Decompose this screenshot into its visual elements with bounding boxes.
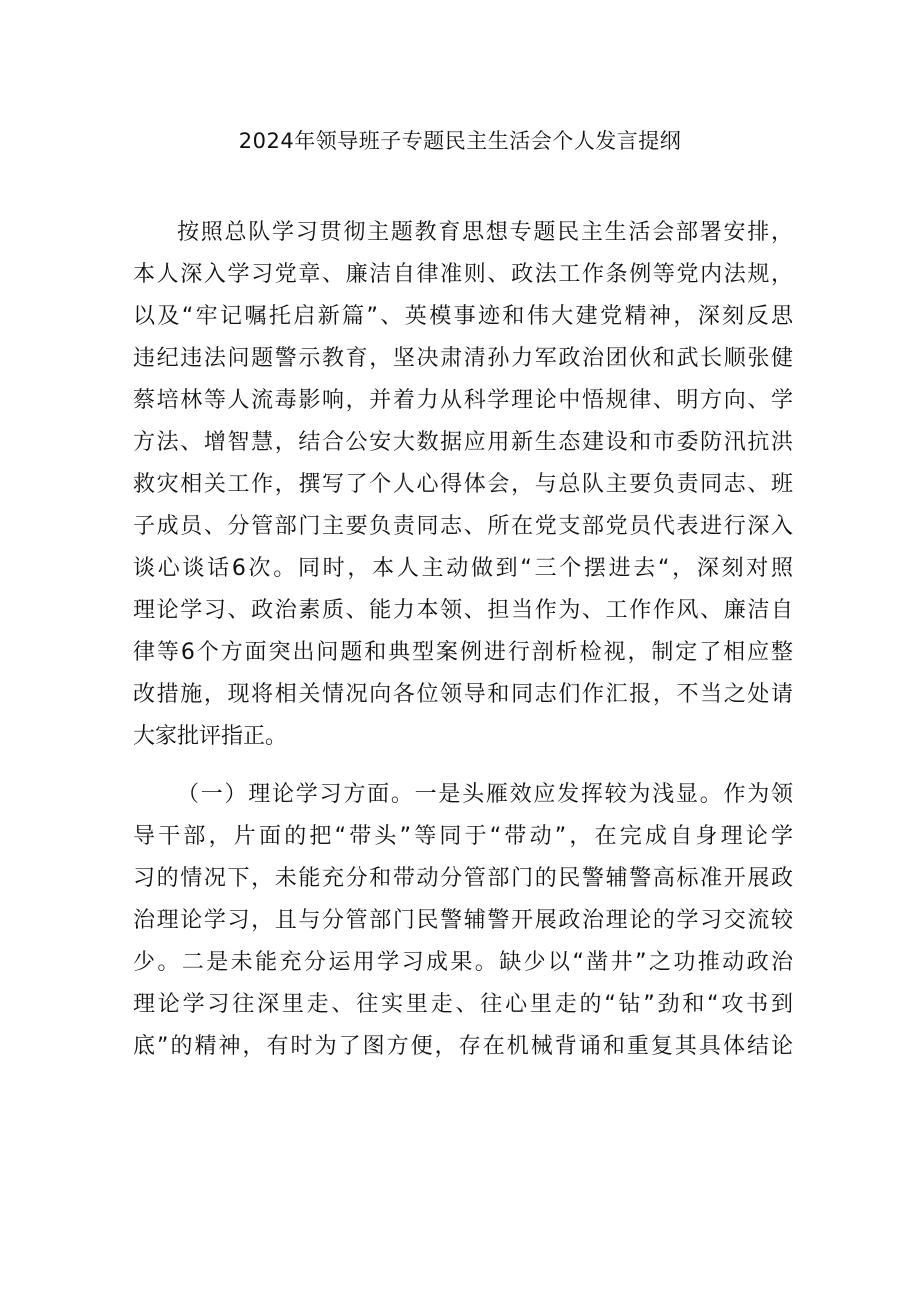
text-line: 少。二是未能充分运用学习成果。缺少以“凿井”之功推动政治 (133, 950, 793, 975)
document-body (133, 212, 793, 1068)
text-line: 本人深入学习党章、廉洁自律准则、政法工作条例等党内法规， (133, 262, 793, 287)
text-line: （一）理论学习方面。一是头雁效应发挥较为浅显。作为领 (177, 782, 793, 807)
paragraph-intro (133, 212, 793, 758)
paragraph-spacer (133, 758, 793, 774)
text-line: 按照总队学习贯彻主题教育思想专题民主生活会部署安排， (177, 220, 793, 245)
text-line: 违纪违法问题警示教育，坚决肃清孙力军政治团伙和武长顺张健 (133, 346, 793, 371)
text-line: 救灾相关工作，撰写了个人心得体会，与总队主要负责同志、班 (133, 472, 793, 497)
document-title: 2024年领导班子专题民主生活会个人发言提纲 (238, 129, 682, 153)
text-line: 谈心谈话6次。同时，本人主动做到“三个摆进去“，深刻对照 (133, 556, 793, 581)
text-line: 改措施，现将相关情况向各位领导和同志们作汇报，不当之处请 (133, 682, 793, 707)
text-line: 律等6个方面突出问题和典型案例进行剖析检视，制定了相应整 (133, 640, 793, 665)
text-line: 导干部，片面的把“带头”等同于“带动”，在完成自身理论学 (133, 824, 793, 849)
text-line: 蔡培林等人流毒影响，并着力从科学理论中悟规律、明方向、学 (133, 388, 793, 413)
text-line: 以及“牢记嘱托启新篇”、英模事迹和伟大建党精神，深刻反思 (133, 304, 793, 329)
text-line: 大家批评指正。 (133, 724, 288, 749)
text-line: 治理论学习，且与分管部门民警辅警开展政治理论的学习交流较 (133, 908, 793, 933)
text-line: 理论学习往深里走、往实里走、往心里走的“钻”劲和“攻书到 (133, 992, 793, 1017)
text-line: 方法、增智慧，结合公安大数据应用新生态建设和市委防汛抗洪 (133, 430, 793, 455)
text-line: 习的情况下，未能充分和带动分管部门的民警辅警高标准开展政 (133, 866, 793, 891)
paragraph-theory-study (133, 774, 793, 1068)
text-line: 底”的精神，有时为了图方便，存在机械背诵和重复其具体结论 (133, 1034, 793, 1059)
text-line: 理论学习、政治素质、能力本领、担当作为、工作作风、廉洁自 (133, 598, 793, 623)
text-line: 子成员、分管部门主要负责同志、所在党支部党员代表进行深入 (133, 514, 793, 539)
